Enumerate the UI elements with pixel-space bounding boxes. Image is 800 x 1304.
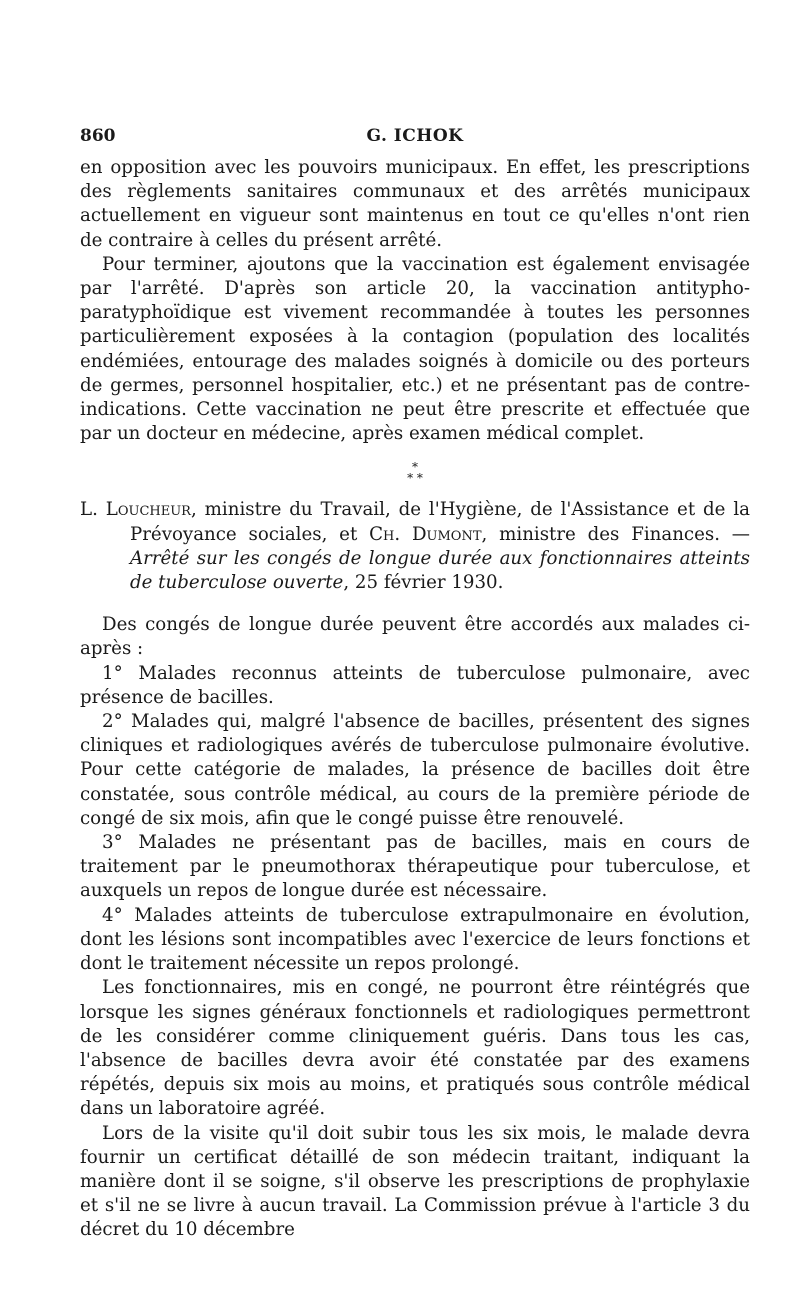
list-item-2: 2° Malades qui, malgré l'absence de bacilles, présentent des signes cliniques et radiologiques avérés de tuberculose pulmonaire évolutive. Pour cette catégorie de malades, la présence de bacilles doit être constatée, sous contrôle médical, au cours de la première période de congé de six mois, afin que le congé puisse être renouvelé. (80, 711, 750, 829)
section-separator (80, 462, 750, 484)
paragraph-continuation: en opposition avec les pouvoirs municipaux. En effet, les prescriptions des règlements sanitaires communaux et des arrêtés municipaux actuellement en vigueur sont maintenus en tout ce qu'elles n'ont rien de contraire à celles du présent arrêté. (80, 157, 750, 251)
decree-title: Arrêté sur les congés de longue durée aux fonctionnaires atteints de tuberculose ouverte (130, 547, 750, 594)
paragraph-vaccination: Pour terminer, ajoutons que la vaccination est également envisagée par l'arrêté. D'après son article 20, la vaccination antitypho-paratyphoïdique est vivement recommandée à toutes les personnes particulièrement exposées à la contagion (population des localités endémiées, entourage des malades soignés à domicile ou des porteurs de germes, personnel hospitalier, etc.) et ne présentant pas de contre-indications. Cette vaccination ne peut être prescrite et effectuée que par un docteur en médecine, après examen médical complet. (80, 253, 750, 445)
decree-author-2: Ch. Dumont (369, 523, 482, 545)
list-item-1: 1° Malades reconnus atteints de tuberculose pulmonaire, avec présence de bacilles. (80, 662, 750, 708)
list-item-3: 3° Malades ne présentant pas de bacilles, mais en cours de traitement par le pneumothorax thérapeutique pour tuberculose, et auxquels un repos de longue durée est nécessaire. (80, 832, 750, 902)
paragraph-conges: Des congés de longue durée peuvent être accordés aux malades ci-après : (80, 614, 750, 660)
decree-text-2: , ministre des Finances. — (481, 523, 750, 545)
list-item-4: 4° Malades atteints de tuberculose extrapulmonaire en évolution, dont les lésions sont incompatibles avec l'exercice de leurs fonctions et dont le traitement nécessite un repos prolongé. (80, 904, 750, 975)
decree-author-1: L. Loucheur (80, 499, 191, 521)
page-number: 860 (80, 126, 116, 146)
decree-date: , 25 février 1930. (343, 572, 504, 594)
decree-text-1: , ministre du Travail, de l'Hygiène, de l'Assistance et de la Prévoyance sociales, et (130, 499, 751, 545)
paragraph-reintegration: Les fonctionnaires, mis en congé, ne pourront être réintégrés que lorsque les signes généraux fonctionnels et radiologiques permettront de les considérer comme cliniquement guéris. Dans tous les cas, l'absence de bacilles devra avoir été constatée par des examens répétés, depuis six mois au moins, et pratiqués sous contrôle médical dans un laboratoire agréé. (80, 977, 750, 1120)
page-header (80, 126, 750, 156)
decree-heading (80, 498, 750, 595)
paragraph-visite: Lors de la visite qu'il doit subir tous les six mois, le malade devra fournir un certificat détaillé de son médecin traitant, indiquant la manière dont il se soigne, s'il observe les prescriptions de prophylaxie et s'il ne se livre à aucun travail. La Commission prévue à l'article 3 du décret du 10 décembre (80, 1122, 750, 1241)
separator-stars-bottom: * * (407, 471, 423, 486)
separator-star-top: * (412, 460, 418, 475)
running-title: G. ICHOK (366, 126, 464, 146)
